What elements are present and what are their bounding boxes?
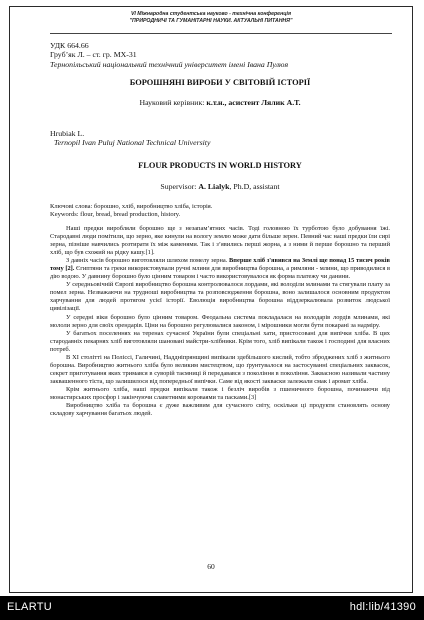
supervisor-ua: [50, 98, 390, 107]
supervisor-ua-prefix: Науковий керівник:: [139, 98, 207, 107]
conference-header-line2: "ПРИРОДНИЧІ ТА ГУМАНІТАРНІ НАУКИ. АКТУАЛЬНІ ПИТАННЯ": [129, 17, 293, 24]
supervisor-en-prefix: Supervisor:: [160, 182, 199, 191]
conference-header: [10, 11, 412, 24]
paragraph-2-end: Єгиптяни та греки використовували ручні млини для виробництва борошна, а римляни - млини, що приводилися в дію водою. У давнину борошно було цінним товаром і часто використовувалося як форма платежу чи данини.: [50, 265, 390, 281]
supervisor-en-suffix: , Ph.D, assistant: [229, 182, 280, 191]
supervisor-ua-name: к.т.н., асистент Лялик А.Т.: [206, 98, 301, 107]
paragraph-6: В XI столітті на Поліссі, Галичині, Наддніпрянщині випікали здебільшого кислий, тобто зброджених хліб з житнього борошна. Виробництво житнього хліба було великим мистецтвом, що ґрунтувалося на застосуванні спеціальних заквасок, секрет приготування яких тримався в суворій таємниці й передавався з покоління в покоління. Заквасною називали частину заквашенного тіста, що залишилося від попередньої випічки. Саме від якості закваски залежали смак і аромат хліба.: [50, 353, 390, 385]
body-text: [50, 225, 390, 418]
supervisor-en-name: A. Lialyk: [198, 182, 230, 191]
footer-handle-link[interactable]: hdl:lib/41390: [349, 601, 416, 613]
paragraph-2-start: З давніх часів борошно виготовляли шляхом помелу зерна.: [66, 257, 230, 265]
paragraph-1: Наші предки виробляли борошно ще з незапам’ятних часів. Тоді головною їх турботою було добування їжі. Стародавні люди помітили, що зерно, яке кинули на вологу землю може дати більше зерен. Певний час наші предки їли сирі зерна, пізніше навчились розтирати їх між каменями. Так і з’явились перші жорна, а з ними й перше борошно та перший хліб, що був схожий на рідку кашу.[1].: [50, 225, 390, 257]
paragraph-8: Виробництво хліба та борошна є дуже важливим для сучасного світу, оскільки ці продукти становлять основу складову харчування багатьох людей.: [50, 402, 390, 418]
paragraph-5: У багатьох поселеннях на теренах сучасної України були спеціальні хати, пристосовані для випічки хліба. В цих стародавніх пекарнях хліб виготовляли шановані майстри-хлібники. Крім того, хліб випікали також і господині для власних потреб.: [50, 329, 390, 353]
paragraph-7: Крім житнього хліба, наші предки випікали також і безліч виробів з пшеничного борошна, починаючи від монастирських просфор і закінчуючи славетними короваями та пасками.[3]: [50, 385, 390, 401]
udk-block: [50, 41, 390, 69]
keywords-en: Keywords: flour, bread, bread production, history.: [50, 210, 181, 218]
author-en-block: [50, 129, 390, 148]
author-ua: Груб’як Л. – ст. гр. МХ-31: [50, 50, 137, 60]
affiliation-ua: Тернопільський національний технічний університет імені Івана Пулюя: [50, 59, 289, 69]
paragraph-2-emphasis: Вперше хліб з'явився на Землі ще понад 15 тисяч років тому [2].: [50, 257, 391, 273]
conference-header-line1: VI Міжнародна студентська науково - технічна конференція: [130, 11, 292, 17]
author-en: Hrubiak L.: [50, 129, 85, 138]
page-number: 60: [207, 562, 215, 571]
repository-footer: [0, 596, 424, 620]
title-en: FLOUR PRODUCTS IN WORLD HISTORY: [138, 161, 302, 170]
keywords-ua: Ключові слова: борошно, хліб, виробництво хліба, історія.: [50, 203, 213, 210]
paragraph-2: [50, 257, 390, 281]
supervisor-en: [50, 182, 390, 191]
udk-code: УДК 664.66: [50, 41, 89, 50]
paragraph-4: У середні віки борошно було цінним товаром. Феодальна система покладалася на володарів лордів млинами, які мололи зерно для своїх орендарів. Ціни на борошно регулювалися законом, і мірошники могли бути покарані за надміру.: [50, 313, 390, 329]
title-ua: БОРОШНЯНІ ВИРОБИ У СВІТОВІЙ ІСТОРІЇ: [129, 78, 311, 87]
affiliation-en: Ternopil Ivan Puluj National Technical University: [54, 138, 211, 148]
header-rule: [50, 33, 392, 34]
footer-repository-name: ELARTU: [7, 601, 52, 613]
keywords-block: [50, 203, 390, 219]
paragraph-3: У середньовічній Європі виробництво борошна контролювалося лордами, які володіли млинами та стягували плату за помел зерна. Незважаючи на трудноші виробництва та розповсюдження борошна, воно залишалося основним продуктом харчування для людей протягом усієї історії. Еволюція виробництва борошна віддзеркалювала розвиток людської цивілізації.: [50, 281, 390, 313]
document-page: [9, 6, 413, 593]
